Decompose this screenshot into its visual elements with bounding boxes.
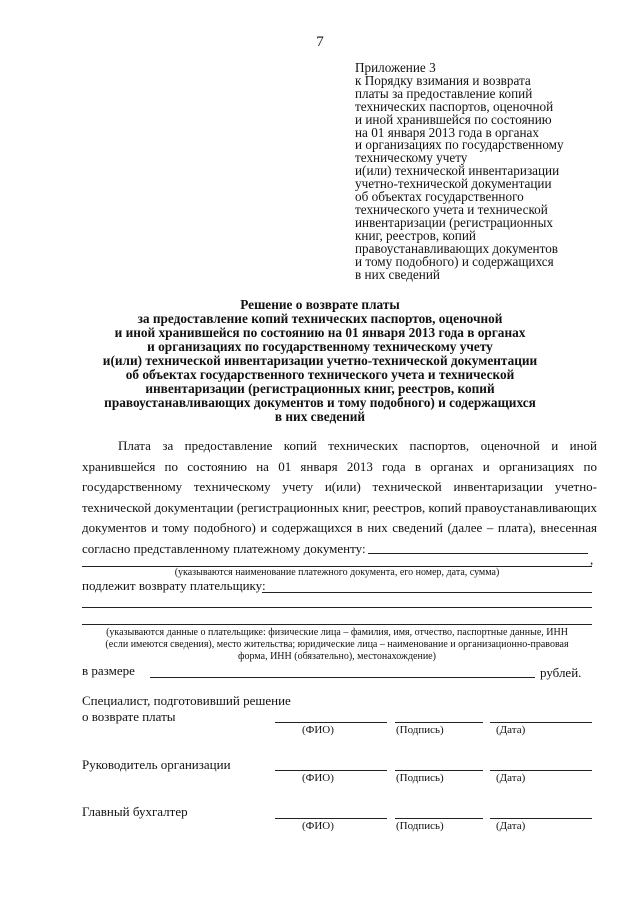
director-fio-caption: (ФИО) [302, 772, 334, 784]
appendix-line: Приложение 3 [355, 60, 436, 75]
amount-input-line[interactable] [150, 677, 535, 678]
specialist-date-caption: (Дата) [496, 724, 526, 736]
title-line: и иной хранившейся по состоянию на 01 января 2013 года в органах [114, 325, 526, 340]
page-number: 7 [316, 34, 324, 50]
payer-input-line-3[interactable] [82, 624, 592, 625]
accountant-label: Главный бухгалтер [82, 804, 188, 819]
specialist-sign-caption: (Подпись) [396, 724, 444, 736]
appendix-line: платы за предоставление копий [355, 85, 533, 101]
appendix-header [355, 62, 600, 281]
specialist-label-2: о возврате платы [82, 709, 176, 724]
accountant-date-line[interactable] [490, 818, 592, 819]
accountant-sign-line[interactable] [395, 818, 483, 819]
director-label: Руководитель организации [82, 757, 231, 772]
title-line: и организациях по государственному техническому учету [147, 339, 493, 354]
title-line: за предоставление копий технических паспортов, оценочной [137, 311, 503, 326]
payer-note-1: (указываются данные о плательщике: физические лица – фамилия, имя, отчество, паспортные данные, ИНН [106, 627, 568, 638]
title-line: Решение о возврате платы [240, 297, 400, 312]
specialist-sign-line[interactable] [395, 722, 483, 723]
accountant-fio-line[interactable] [275, 818, 387, 819]
payment-doc-input-line[interactable] [368, 553, 588, 554]
payment-doc-note: (указываются наименование платежного документа, его номер, дата, сумма) [174, 567, 500, 578]
specialist-fio-caption: (ФИО) [302, 724, 334, 736]
specialist-fio-line[interactable] [275, 722, 387, 723]
director-date-caption: (Дата) [496, 772, 526, 784]
payer-note-2: (если имеются сведения), место жительства; юридические лица – наименование и организационно-правовая [105, 639, 569, 650]
title-line: инвентаризации (регистрационных книг, реестров, копий [145, 381, 495, 396]
main-paragraph: Плата за предоставление копий технических паспортов, оценочной и иной хранившейся по состоянию на 01 января 2013 года в органах и организациях по государственному техническому учету и(или) технической инвентаризации учетно-технической документации (регистрационных книг, реестров, копий правоустанавливающих документов и тому подобного) и содержащихся в них сведений (далее – плата), внесенная согласно представленному платежному документу: [82, 438, 597, 556]
appendix-line: правоустанавливающих документов [355, 240, 559, 256]
title-line: правоустанавливающих документов и тому подобного) и содержащихся [104, 395, 536, 410]
title-line: об объектах государственного технического учета и технической [125, 367, 515, 382]
appendix-line: книг, реестров, копий [355, 227, 476, 243]
currency-label: рублей. [540, 665, 582, 680]
appendix-line: учетно-технической документации [355, 176, 552, 192]
appendix-line: на 01 января 2013 года в органах [355, 124, 539, 140]
director-fio-line[interactable] [275, 770, 387, 771]
appendix-line: к Порядку взимания и возврата [355, 72, 531, 88]
director-date-line[interactable] [490, 770, 592, 771]
comma: , [590, 552, 594, 567]
director-sign-line[interactable] [395, 770, 483, 771]
appendix-line: инвентаризации (регистрационных [355, 214, 553, 230]
appendix-line: и(или) технической инвентаризации [355, 163, 560, 179]
appendix-line: технических паспортов, оценочной [355, 98, 554, 114]
appendix-line: и иной хранившейся по состоянию [355, 111, 552, 127]
payer-input-line-2[interactable] [82, 607, 592, 608]
refund-label: подлежит возврату плательщику: [82, 578, 266, 593]
appendix-line: в них сведений [355, 266, 440, 282]
appendix-line: техническому учету [355, 150, 468, 166]
title-line: и(или) технической инвентаризации учетно-технической документации [102, 353, 538, 368]
appendix-line: и организациях по государственному [355, 137, 564, 153]
specialist-date-line[interactable] [490, 722, 592, 723]
document-title [60, 298, 580, 424]
amount-label: в размере [82, 663, 135, 678]
payer-note-3: форма, ИНН (обязательно), местонахождение) [238, 651, 436, 662]
appendix-line: об объектах государственного [355, 189, 524, 205]
appendix-line: и тому подобного) и содержащихся [355, 253, 554, 269]
appendix-line: технического учета и технической [355, 201, 548, 217]
title-line: в них сведений [274, 409, 366, 424]
director-sign-caption: (Подпись) [396, 772, 444, 784]
specialist-label: Специалист, подготовивший решение [82, 693, 291, 708]
accountant-sign-caption: (Подпись) [396, 820, 444, 832]
payer-input-line[interactable] [262, 592, 592, 593]
accountant-date-caption: (Дата) [496, 820, 526, 832]
accountant-fio-caption: (ФИО) [302, 820, 334, 832]
